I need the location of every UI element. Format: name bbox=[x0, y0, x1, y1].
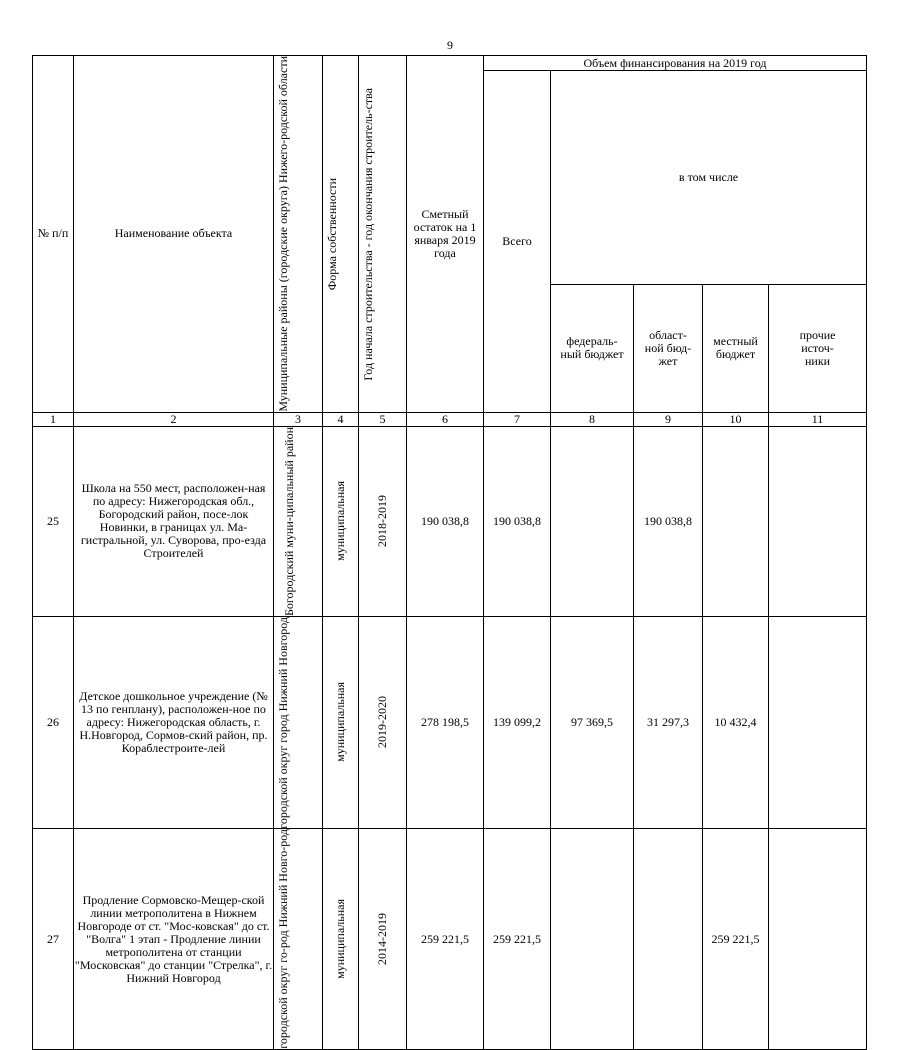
row-num: 26 bbox=[33, 616, 74, 829]
header-regional: област-ной бюд-жет bbox=[634, 284, 703, 412]
header-including: в том числе bbox=[551, 71, 867, 285]
row-ownership bbox=[323, 829, 359, 1050]
row-balance: 278 198,5 bbox=[407, 616, 484, 829]
header-local: местный бюджет bbox=[703, 284, 769, 412]
column-number: 1 bbox=[33, 412, 74, 426]
row-years bbox=[359, 426, 407, 616]
row-total: 259 221,5 bbox=[484, 829, 551, 1050]
column-number: 5 bbox=[359, 412, 407, 426]
header-balance: Сметный остаток на 1 января 2019 года bbox=[407, 56, 484, 413]
row-name: Школа на 550 мест, расположен-ная по адресу: Нижегородская обл., Богородский район, посе-лок Новинки, в границах ул. Ма-гистральной, ул. Суворова, про-езда Строителей bbox=[74, 426, 274, 616]
row-local: 10 432,4 bbox=[703, 616, 769, 829]
table-row bbox=[33, 829, 867, 1050]
page-number: 9 bbox=[447, 38, 453, 52]
row-balance: 259 221,5 bbox=[407, 829, 484, 1050]
column-number-row bbox=[33, 412, 867, 426]
header-federal: федераль-ный бюджет bbox=[551, 284, 634, 412]
row-local bbox=[703, 426, 769, 616]
row-ownership-text: муниципальная bbox=[333, 481, 347, 562]
header-other: прочие источ-ники bbox=[769, 284, 867, 412]
row-total: 190 038,8 bbox=[484, 426, 551, 616]
row-years-text: 2018-2019 bbox=[375, 495, 389, 548]
column-number: 7 bbox=[484, 412, 551, 426]
column-number: 8 bbox=[551, 412, 634, 426]
row-district bbox=[274, 829, 323, 1050]
row-regional: 190 038,8 bbox=[634, 426, 703, 616]
financing-table bbox=[32, 55, 867, 1050]
column-number: 2 bbox=[74, 412, 274, 426]
row-ownership-text: муниципальная bbox=[333, 682, 347, 763]
header-funding: Объем финансирования на 2019 год bbox=[484, 56, 867, 71]
row-district-text: городской округ город Нижний Новгород bbox=[276, 616, 290, 829]
row-district bbox=[274, 426, 323, 616]
row-years bbox=[359, 616, 407, 829]
row-ownership bbox=[323, 616, 359, 829]
row-regional: 31 297,3 bbox=[634, 616, 703, 829]
header-ownership-text: Форма собственности bbox=[324, 177, 339, 290]
header-years bbox=[359, 56, 407, 413]
row-years-text: 2014-2019 bbox=[375, 913, 389, 966]
row-ownership-text: муниципальная bbox=[333, 899, 347, 980]
column-number: 6 bbox=[407, 412, 484, 426]
row-total: 139 099,2 bbox=[484, 616, 551, 829]
column-number: 10 bbox=[703, 412, 769, 426]
column-number: 11 bbox=[769, 412, 867, 426]
column-number: 3 bbox=[274, 412, 323, 426]
row-district bbox=[274, 616, 323, 829]
column-number: 4 bbox=[323, 412, 359, 426]
header-num: № п/п bbox=[33, 56, 74, 413]
row-num: 27 bbox=[33, 829, 74, 1050]
row-local: 259 221,5 bbox=[703, 829, 769, 1050]
row-district-text: Богородский муни-ципальный район bbox=[282, 426, 296, 616]
row-years bbox=[359, 829, 407, 1050]
row-regional bbox=[634, 829, 703, 1050]
row-balance: 190 038,8 bbox=[407, 426, 484, 616]
row-other bbox=[769, 616, 867, 829]
header-total: Всего bbox=[484, 71, 551, 413]
row-district-text: городской округ го-род Нижний Новго-род bbox=[276, 829, 290, 1049]
header-years-text: Год начала строительства - год окончания строитель-ства bbox=[360, 87, 375, 381]
header-district-text: Муниципальные районы (городские округа) Нижего-родской области bbox=[276, 56, 290, 412]
row-federal bbox=[551, 426, 634, 616]
row-name: Продление Сормовско-Мещер-ской линии метрополитена в Нижнем Новгороде от ст. "Мос-ковская" до ст. "Волга" 1 этап - Продление линии метрополитена от станции "Московская" до станции "Стрелка", г. Нижний Новгород bbox=[74, 829, 274, 1050]
row-ownership bbox=[323, 426, 359, 616]
row-num: 25 bbox=[33, 426, 74, 616]
column-number: 9 bbox=[634, 412, 703, 426]
table-row bbox=[33, 616, 867, 829]
row-federal bbox=[551, 829, 634, 1050]
row-name: Детское дошкольное учреждение (№ 13 по генплану), расположен-ное по адресу: Нижегородская область, г. Н.Новгород, Сормов-ский район, пр. Кораблестроите-лей bbox=[74, 616, 274, 829]
header-district bbox=[274, 56, 323, 413]
header-name: Наименование объекта bbox=[74, 56, 274, 413]
row-other bbox=[769, 426, 867, 616]
header-ownership bbox=[323, 56, 359, 413]
row-federal: 97 369,5 bbox=[551, 616, 634, 829]
row-years-text: 2019-2020 bbox=[375, 696, 389, 749]
table-row bbox=[33, 426, 867, 616]
row-other bbox=[769, 829, 867, 1050]
